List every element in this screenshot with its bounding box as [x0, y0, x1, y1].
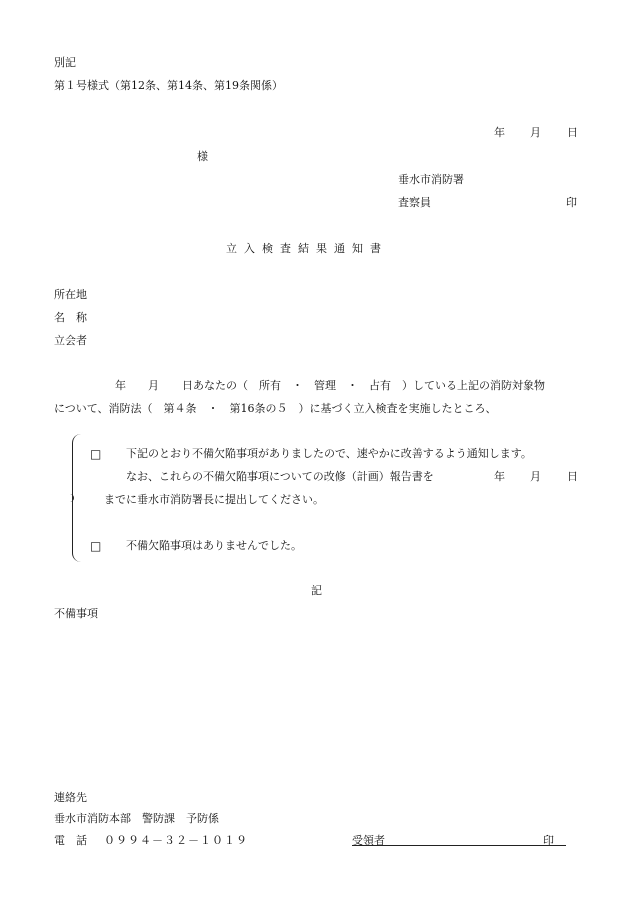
- name-label: 名 称: [54, 311, 87, 324]
- date-month: 月: [530, 126, 541, 139]
- body-line2: について、消防法（ 第４条 ・ 第16条の５ ）に基づく立入検査を実施したところ、: [54, 402, 497, 415]
- form-number: 第１号様式（第12条、第14条、第19条関係）: [54, 79, 283, 92]
- location-label: 所在地: [54, 288, 87, 301]
- witness-label: 立会者: [54, 334, 87, 347]
- options-bracket-tip: [66, 494, 74, 502]
- option1-line2: なお、これらの不備欠陥事項についての改修（計画）報告書を: [126, 470, 434, 483]
- option2-checkbox[interactable]: □: [90, 539, 102, 553]
- option1-line1: 下記のとおり不備欠陥事項がありましたので、速やかに改善するよう通知します。: [126, 447, 532, 460]
- ki-heading: 記: [311, 584, 322, 597]
- option1-year: 年: [494, 470, 505, 483]
- inspector-label: 査察員: [398, 196, 431, 209]
- defects-label: 不備事項: [54, 607, 98, 620]
- receiver-label: 受領者: [352, 834, 385, 847]
- date-day: 日: [567, 126, 578, 139]
- option1-day: 日: [567, 470, 578, 483]
- receiver-seal: 印: [543, 834, 554, 847]
- option1-month: 月: [530, 470, 541, 483]
- document-title: 立入検査結果通知書: [226, 242, 388, 255]
- appendix-label: 別記: [54, 56, 76, 69]
- receiver-signature-line[interactable]: [352, 845, 566, 846]
- contact-dept: 垂水市消防本部 警防課 予防係: [54, 812, 219, 825]
- addressee-suffix: 様: [197, 150, 208, 163]
- option2-text: 不備欠陥事項はありませんでした。: [126, 539, 302, 552]
- body-month: 月: [148, 379, 159, 392]
- sender-org: 垂水市消防署: [398, 173, 464, 186]
- body-year: 年: [115, 379, 126, 392]
- inspector-seal: 印: [566, 196, 577, 209]
- date-year: 年: [494, 126, 505, 139]
- contact-label: 連絡先: [54, 791, 87, 804]
- body-line1: 日あなたの（ 所有 ・ 管理 ・ 占有 ）している上記の消防対象物: [182, 379, 545, 392]
- phone-label: 電 話: [54, 834, 87, 847]
- phone-number: ０９９４－３２－１０１９: [104, 834, 248, 847]
- option1-checkbox[interactable]: □: [90, 447, 102, 461]
- option1-line3: までに垂水市消防署長に提出してください。: [104, 493, 324, 506]
